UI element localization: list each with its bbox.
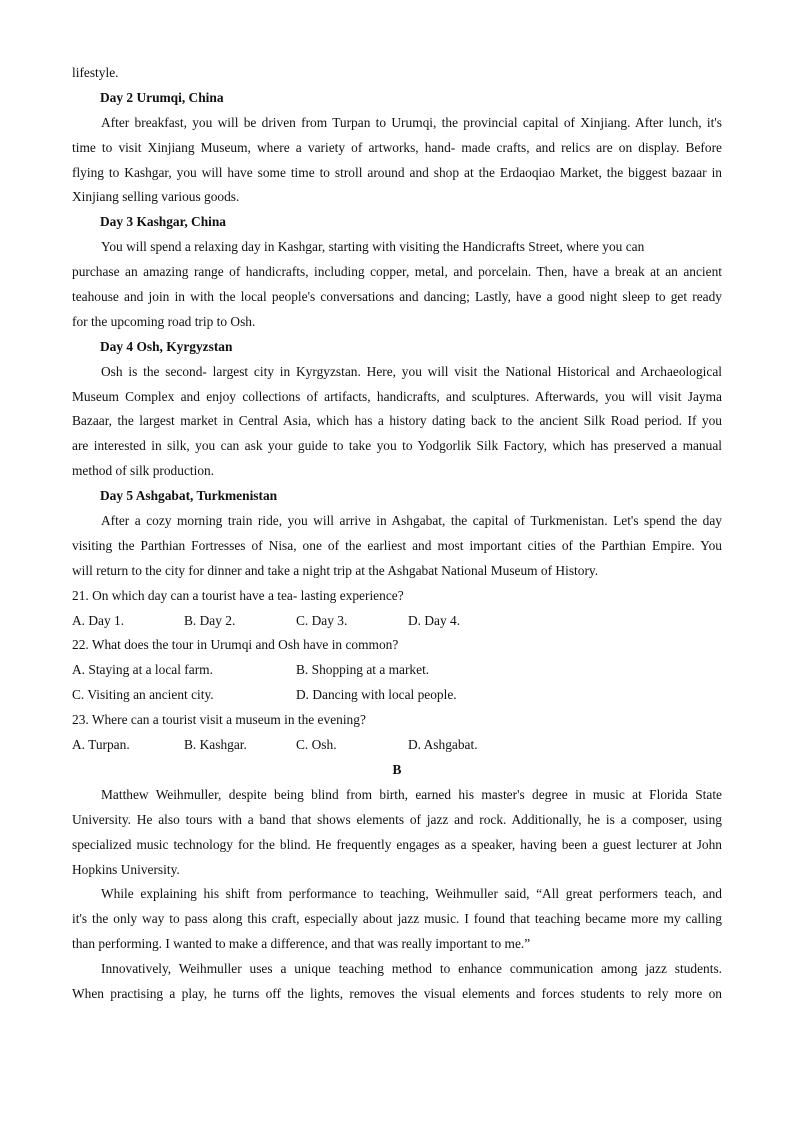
paragraph-line: While explaining his shift from performance to teaching, Weihmuller said, “All great performers teach, and [101, 886, 722, 902]
paragraph-line: for the upcoming road trip to Osh. [72, 313, 256, 329]
continuation-line: lifestyle. [72, 65, 119, 80]
page-content [72, 61, 722, 1007]
paragraph-line: You will spend a relaxing day in Kashgar, starting with visiting the Handicrafts Street, where you can [101, 239, 645, 255]
paragraph-line: Matthew Weihmuller, despite being blind from birth, earned his master's degree in music at Florida State [101, 786, 722, 802]
option-c[interactable]: C. Visiting an ancient city. [72, 687, 214, 703]
paragraph-line: teahouse and join in with the local people's conversations and dancing; Lastly, have a good night sleep to get ready [72, 289, 722, 305]
question-21-stem: 21. On which day can a tourist have a tea- lasting experience? [72, 587, 404, 603]
question-23-options [72, 733, 722, 758]
paragraph-line: than performing. I wanted to make a difference, and that was really important to me.” [72, 936, 531, 952]
paragraph-line: specialized music technology for the blind. He frequently engages as a speaker, having been a guest lecturer at John [72, 836, 722, 852]
paragraph-line: method of silk production. [72, 463, 215, 479]
option-c[interactable]: C. Day 3. [296, 612, 348, 628]
paragraph-line: University. He also tours with a band that shows elements of jazz and rock. Additionally, he is a composer, using [72, 811, 722, 827]
question-22-options-row-1 [72, 658, 722, 683]
day-heading: Day 5 Ashgabat, Turkmenistan [100, 488, 278, 504]
paragraph-line: Innovatively, Weihmuller uses a unique teaching method to enhance communication among jazz students. [101, 961, 722, 977]
paragraph-line: Hopkins University. [72, 861, 180, 877]
option-a[interactable]: A. Staying at a local farm. [72, 662, 213, 678]
paragraph-line: it's the only way to pass along this craft, especially about jazz music. I found that teaching became more my calling [72, 911, 722, 927]
paragraph-line: are interested in silk, you can ask your guide to take you to Yodgorlik Silk Factory, which has preserved a manual [72, 438, 722, 454]
paragraph-line: When practising a play, he turns off the lights, removes the visual elements and forces students to rely more on [72, 985, 722, 1001]
option-b[interactable]: B. Day 2. [184, 612, 236, 628]
paragraph-line: Bazaar, the largest market in Central Asia, which has a history dating back to the ancient Silk Road period. If you [72, 413, 722, 429]
day-heading: Day 3 Kashgar, China [100, 214, 227, 230]
paragraph-line: purchase an amazing range of handicrafts, including copper, metal, and porcelain. Then, have a break at an ancient [72, 264, 722, 280]
paragraph-line: will return to the city for dinner and take a night trip at the Ashgabat National Museum of History. [72, 562, 599, 578]
question-22-stem: 22. What does the tour in Urumqi and Osh have in common? [72, 637, 399, 653]
option-b[interactable]: B. Kashgar. [184, 737, 247, 753]
option-a[interactable]: A. Day 1. [72, 612, 125, 628]
option-c[interactable]: C. Osh. [296, 737, 337, 753]
option-d[interactable]: D. Dancing with local people. [296, 687, 457, 703]
paragraph-line: After breakfast, you will be driven from Turpan to Urumqi, the provincial capital of Xinjiang. After lunch, it's [101, 114, 722, 130]
paragraph-line: Museum Complex and enjoy collections of artifacts, handicrafts, and sculptures. Afterwards, you will visit Jayma [72, 388, 722, 404]
question-23-stem: 23. Where can a tourist visit a museum in the evening? [72, 712, 366, 728]
paragraph-line: After a cozy morning train ride, you will arrive in Ashgabat, the capital of Turkmenistan. Let's spend the day [101, 513, 722, 529]
paragraph-line: Osh is the second- largest city in Kyrgyzstan. Here, you will visit the National Historical and Archaeological [101, 363, 722, 379]
passage-b-label: B [392, 761, 402, 777]
paragraph-line: flying to Kashgar, you will have some time to stroll around and shop at the Erdaoqiao Market, the biggest bazaar in [72, 164, 722, 180]
option-d[interactable]: D. Ashgabat. [408, 737, 478, 753]
option-b[interactable]: B. Shopping at a market. [296, 662, 430, 678]
day-heading: Day 4 Osh, Kyrgyzstan [100, 338, 233, 354]
question-21-options [72, 609, 722, 634]
question-22-options-row-2 [72, 683, 722, 708]
option-a[interactable]: A. Turpan. [72, 737, 130, 753]
paragraph-line: time to visit Xinjiang Museum, where a variety of artworks, hand- made crafts, and relics are on display. Before [72, 139, 722, 155]
paragraph-line: visiting the Parthian Fortresses of Nisa, one of the earliest and most important cities of the Parthian Empire. You [72, 537, 722, 553]
option-d[interactable]: D. Day 4. [408, 612, 461, 628]
day-heading: Day 2 Urumqi, China [100, 89, 224, 105]
paragraph-line: Xinjiang selling various goods. [72, 189, 240, 205]
